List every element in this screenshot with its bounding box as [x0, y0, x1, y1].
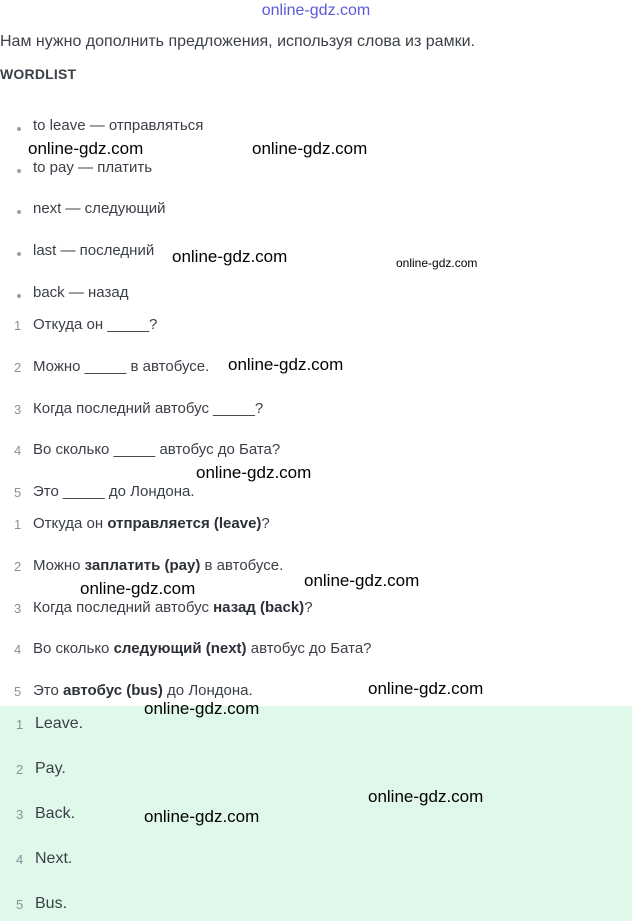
wordlist-item: to leave — отправляться: [33, 117, 204, 134]
answer-text: Bus.: [35, 895, 68, 912]
watermark-text: online-gdz.com: [172, 247, 288, 266]
item-number: 1: [14, 318, 22, 333]
item-number: 1: [14, 517, 22, 532]
item-number: 4: [14, 642, 22, 657]
item-number: 1: [16, 717, 24, 732]
question-text: Во сколько _____ автобус до Бата?: [33, 441, 281, 458]
watermark-text: online-gdz.com: [252, 139, 368, 158]
watermark-text: online-gdz.com: [196, 463, 312, 482]
filled-word: заплатить (pay): [84, 557, 201, 574]
filled-sentence: Можно заплатить (pay) в автобусе.: [33, 557, 284, 574]
question-text: Это _____ до Лондона.: [33, 483, 195, 500]
answer-text: Pay.: [35, 760, 66, 777]
item-number: 2: [14, 559, 22, 574]
item-number: 5: [14, 485, 22, 500]
item-number: 4: [16, 852, 24, 867]
item-number: 2: [16, 762, 24, 777]
item-number: 4: [14, 443, 22, 458]
item-number: 5: [16, 897, 24, 912]
answer-text: Next.: [35, 850, 73, 867]
watermark-text: online-gdz.com: [228, 355, 344, 374]
filled-word: отправляется (leave): [107, 515, 262, 532]
question-text: Откуда он _____?: [33, 316, 158, 333]
watermark-text: online-gdz.com: [144, 699, 260, 718]
bullet-icon: [17, 169, 21, 173]
watermark-text: online-gdz.com: [304, 571, 420, 590]
bullet-icon: [17, 294, 21, 298]
item-number: 5: [14, 684, 22, 699]
item-number: 2: [14, 360, 22, 375]
filled-word: следующий (next): [113, 640, 247, 657]
item-number: 3: [16, 807, 24, 822]
intro-text: Нам нужно дополнить предложения, используя слова из рамки.: [0, 33, 475, 50]
filled-sentence: Во сколько следующий (next) автобус до Бата?: [33, 640, 372, 657]
question-text: Когда последний автобус _____?: [33, 400, 264, 417]
site-header-link[interactable]: online-gdz.com: [261, 2, 371, 19]
filled-word: назад (back): [213, 599, 305, 616]
question-text: Можно _____ в автобусе.: [33, 358, 210, 375]
wordlist-item: to pay — платить: [33, 159, 153, 176]
item-number: 3: [14, 402, 22, 417]
wordlist-heading: WORDLIST: [0, 66, 77, 82]
watermark-text: online-gdz.com: [80, 579, 196, 598]
wordlist-item: next — следующий: [33, 200, 166, 217]
filled-sentence: Когда последний автобус назад (back)?: [33, 599, 313, 616]
filled-sentence: Откуда он отправляется (leave)?: [33, 515, 270, 532]
watermark-text: online-gdz.com: [368, 787, 484, 806]
watermark-text: online-gdz.com: [396, 256, 478, 270]
bullet-icon: [17, 210, 21, 214]
watermark-text: online-gdz.com: [144, 807, 260, 826]
wordlist-item: back — назад: [33, 284, 129, 301]
answer-block: [0, 706, 632, 921]
answer-text: Back.: [35, 805, 76, 822]
bullet-icon: [17, 127, 21, 131]
filled-sentence: Это автобус (bus) до Лондона.: [33, 682, 253, 699]
wordlist-item: last — последний: [33, 242, 155, 259]
watermark-text: online-gdz.com: [368, 679, 484, 698]
filled-word: автобус (bus): [63, 682, 163, 699]
watermark-text: online-gdz.com: [28, 139, 144, 158]
item-number: 3: [14, 601, 22, 616]
bullet-icon: [17, 252, 21, 256]
answer-text: Leave.: [35, 715, 84, 732]
